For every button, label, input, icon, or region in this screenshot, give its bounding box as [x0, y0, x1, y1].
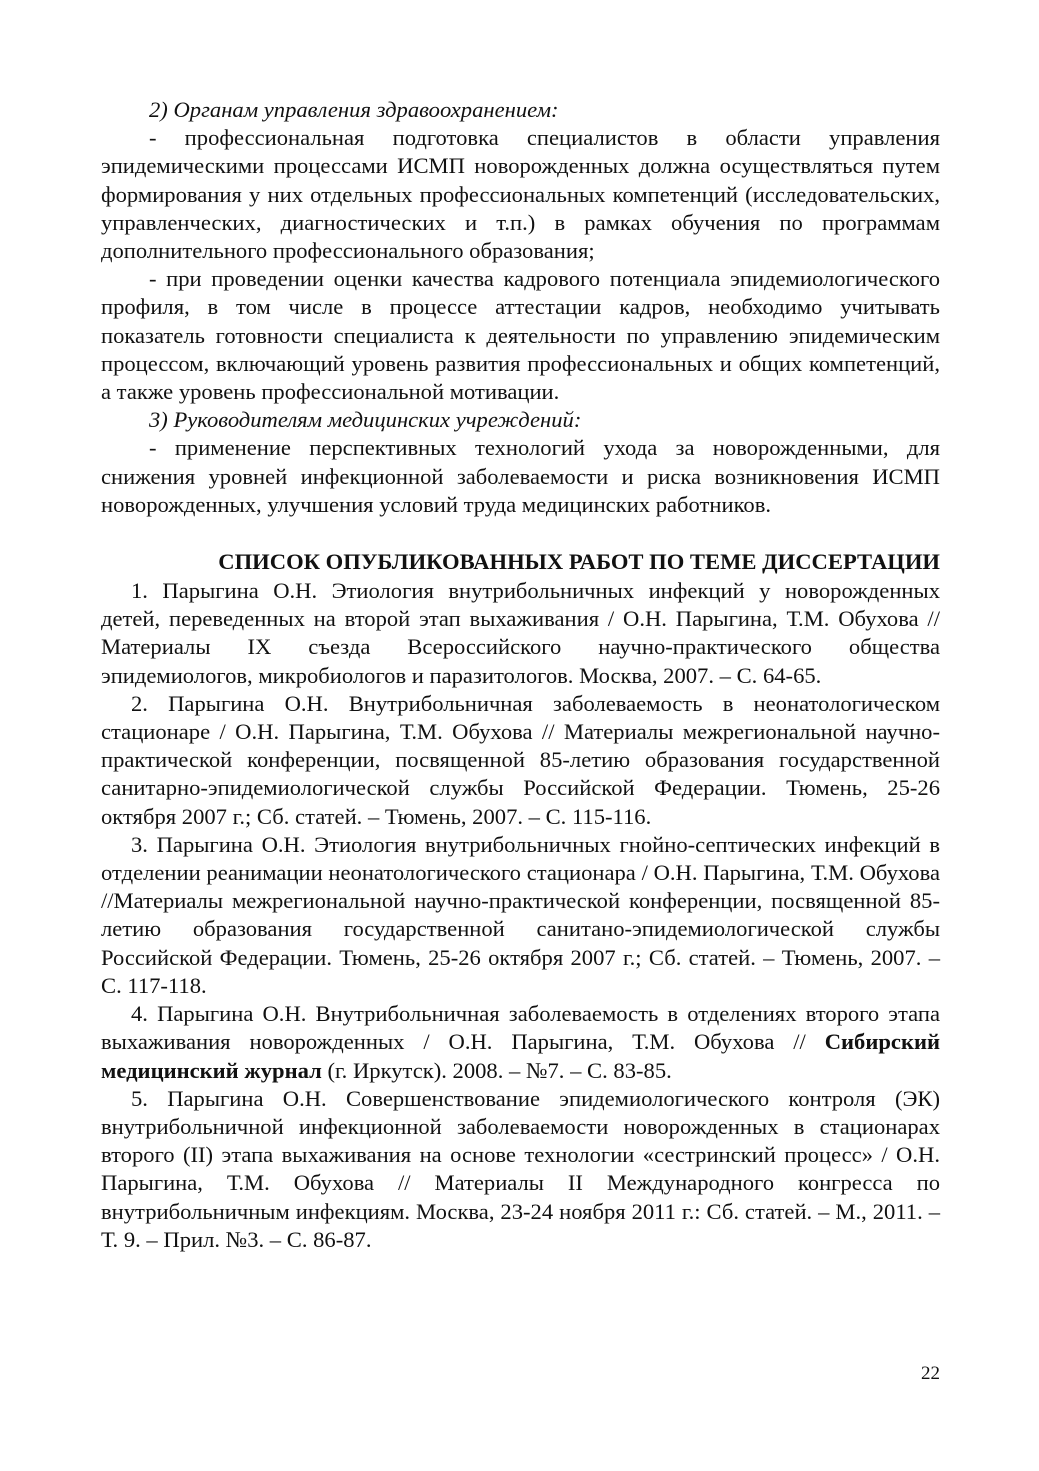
section-spacer: [101, 519, 940, 547]
publication-item: 5. Парыгина О.Н. Совершенствование эпидемиологического контроля (ЭК) внутрибольничной инфекционной заболеваемости новорожденных в стационарах второго (II) этапа выхаживания на основе технологии «сестринский процесс» / О.Н. Парыгина, Т.М. Обухова // Материалы II Международного конгресса по внутрибольничным инфекциям. Москва, 23-24 ноября 2011 г.: Сб. статей. – М., 2011. – Т. 9. – Прил. №3. – С. 86-87.: [101, 1085, 940, 1252]
section-3-heading: 3) Руководителям медицинских учреждений:: [149, 407, 582, 433]
publication-item: 3. Парыгина О.Н. Этиология внутрибольничных гнойно-септических инфекций в отделении реанимации неонатологического стационара / О.Н. Парыгина, Т.М. Обухова //Материалы межрегиональной научно-практической конференции, посвященной 85-летию образования государственной санитано-эпидемиологической службы Российской Федерации. Тюмень, 25-26 октября 2007 г.; Сб. статей. – Тюмень, 2007. – С. 117-118.: [101, 831, 940, 998]
publication-item: 1. Парыгина О.Н. Этиология внутрибольничных инфекций у новорожденных детей, переведенных на второй этап выхаживания / О.Н. Парыгина, Т.М. Обухова // Материалы IX съезда Всероссийского научно-практического общества эпидемиологов, микробиологов и паразитологов. Москва, 2007. – С. 64-65.: [101, 578, 940, 688]
publication-item: [101, 1000, 940, 1085]
publication-item: 2. Парыгина О.Н. Внутрибольничная заболеваемость в неонатологическом стационаре / О.Н. Парыгина, Т.М. Обухова // Материалы межрегиональной научно-практической конференции, посвященной 85-летию образования государственной санитарно-эпидемиологической службы Российской Федерации. Тюмень, 25-26 октября 2007 г.; Сб. статей. – Тюмень, 2007. – С. 115-116.: [101, 690, 940, 829]
recommendation-paragraph: - применение перспективных технологий ухода за новорожденными, для снижения уровней инфекционной заболеваемости и риска возникновения ИСМП новорожденных, улучшения условий труда медицинских работников.: [101, 435, 940, 517]
recommendation-paragraph: - профессиональная подготовка специалистов в области управления эпидемическими процессами ИСМП новорожденных должна осуществляться путем формирования у них отдельных профессиональных компетенций (исследовательских, управленческих, диагностических и т.п.) в рамках обучения по программам дополнительного профессионального образования;: [101, 125, 940, 264]
section-2-heading: 2) Органам управления здравоохранением:: [149, 97, 559, 122]
page-number: 22: [921, 1363, 940, 1384]
recommendation-paragraph: - при проведении оценки качества кадрового потенциала эпидемиологического профиля, в том числе в процессе аттестации кадров, необходимо учитывать показатель готовности специалиста к деятельности по управлению эпидемическим процессом, включающий уровень развития профессиональных и общих компетенций, а также уровень профессиональной мотивации.: [101, 266, 940, 405]
publication-text: 4. Парыгина О.Н. Внутрибольничная заболеваемость в отделениях второго этапа выхаживания новорожденных / О.Н. Парыгина, Т.М. Обухова //: [101, 1001, 940, 1055]
journal-name: Сибирский медицинский журнал: [101, 1029, 940, 1083]
publication-text: (г. Иркутск). 2008. – №7. – С. 83-85.: [321, 1057, 672, 1083]
publications-title: СПИСОК ОПУБЛИКОВАННЫХ РАБОТ ПО ТЕМЕ ДИССЕРТАЦИИ: [218, 549, 940, 575]
document-page: [101, 96, 940, 1254]
